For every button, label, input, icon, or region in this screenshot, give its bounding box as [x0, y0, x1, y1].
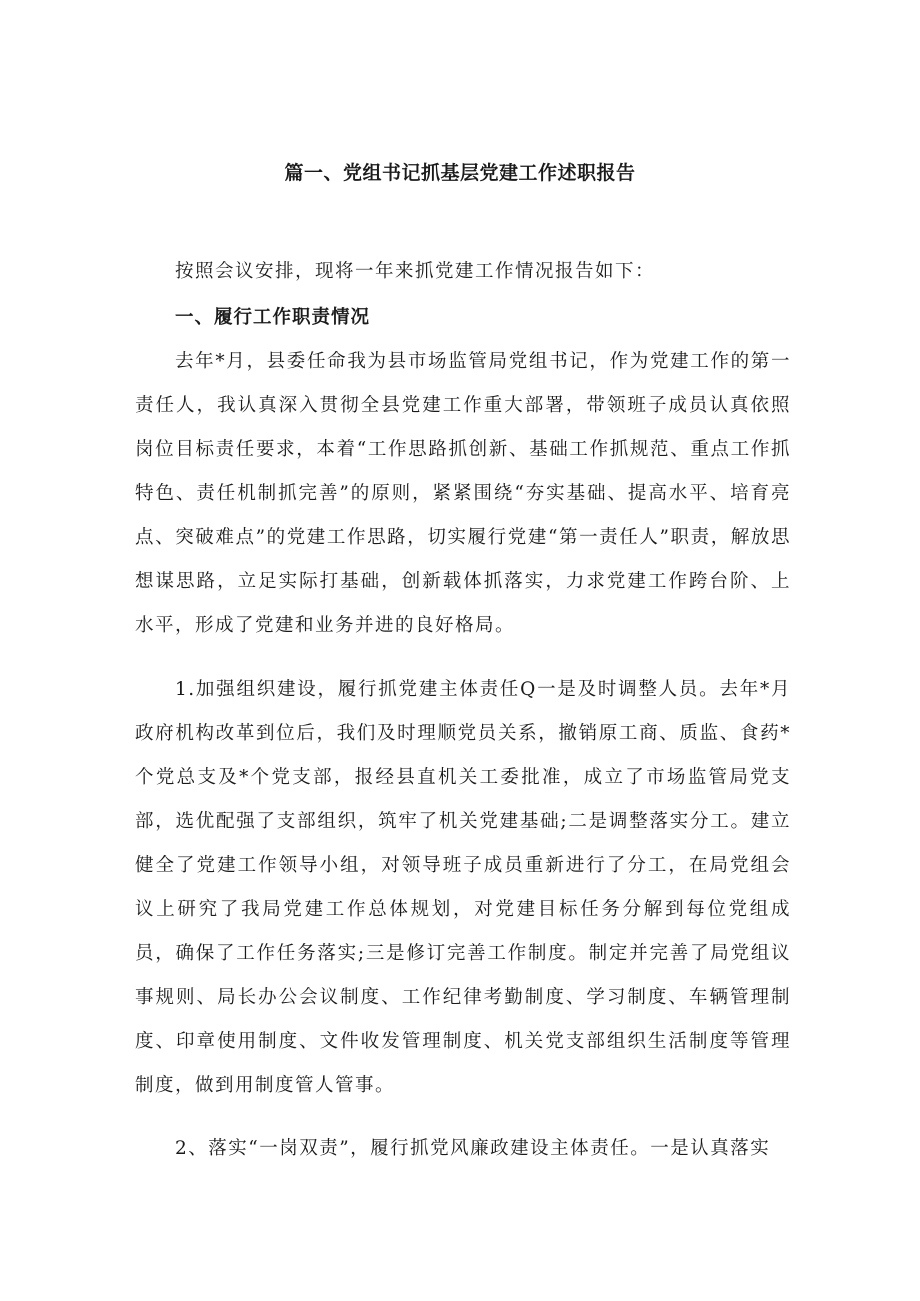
document-title: 篇一、党组书记抓基层党建工作述职报告	[284, 162, 636, 184]
item1-paragraph: 1.加强组织建设，履行抓党建主体责任Q一是及时调整人员。去年*月政府机构改革到位后，我们及时理顺党员关系，撤销原工商、质监、食药*个党总支及*个党支部，报经县直机关工委批准，成立了市场监管局党支部，选优配强了支部组织，筑牢了机关党建基础;二是调整落实分工。建立健全了党建工作领导小组，对领导班子成员重新进行了分工，在局党组会议上研究了我局党建工作总体规划，对党建目标任务分解到每位党组成员，确保了工作任务落实;三是修订完善工作制度。制定并完善了局党组议事规则、局长办公会议制度、工作纪律考勤制度、学习制度、车辆管理制度、印章使用制度、文件收发管理制度、机关党支部组织生活制度等管理制度，做到用制度管人管事。	[135, 679, 791, 1096]
intro-paragraph: 按照会议安排，现将一年来抓党建工作情况报告如下：	[175, 261, 656, 282]
section1-paragraph: 去年*月，县委任命我为县市场监管局党组书记，作为党建工作的第一责任人，我认真深入贯彻全县党建工作重大部署，带领班子成员认真依照岗位目标责任要求，本着“工作思路抓创新、基础工作抓规范、重点工作抓特色、责任机制抓完善”的原则，紧紧围绕“夯实基础、提高水平、培育亮点、突破难点”的党建工作思路，切实履行党建“第一责任人”职责，解放思想谋思路，立足实际打基础，创新载体抓落实，力求党建工作跨台阶、上水平，形成了党建和业务并进的良好格局。	[135, 351, 791, 636]
section-heading-1: 一、履行工作职责情况	[175, 307, 371, 328]
item2-paragraph: 2、落实“一岗双责”，履行抓党风廉政建设主体责任。一是认真落实	[175, 1138, 771, 1159]
